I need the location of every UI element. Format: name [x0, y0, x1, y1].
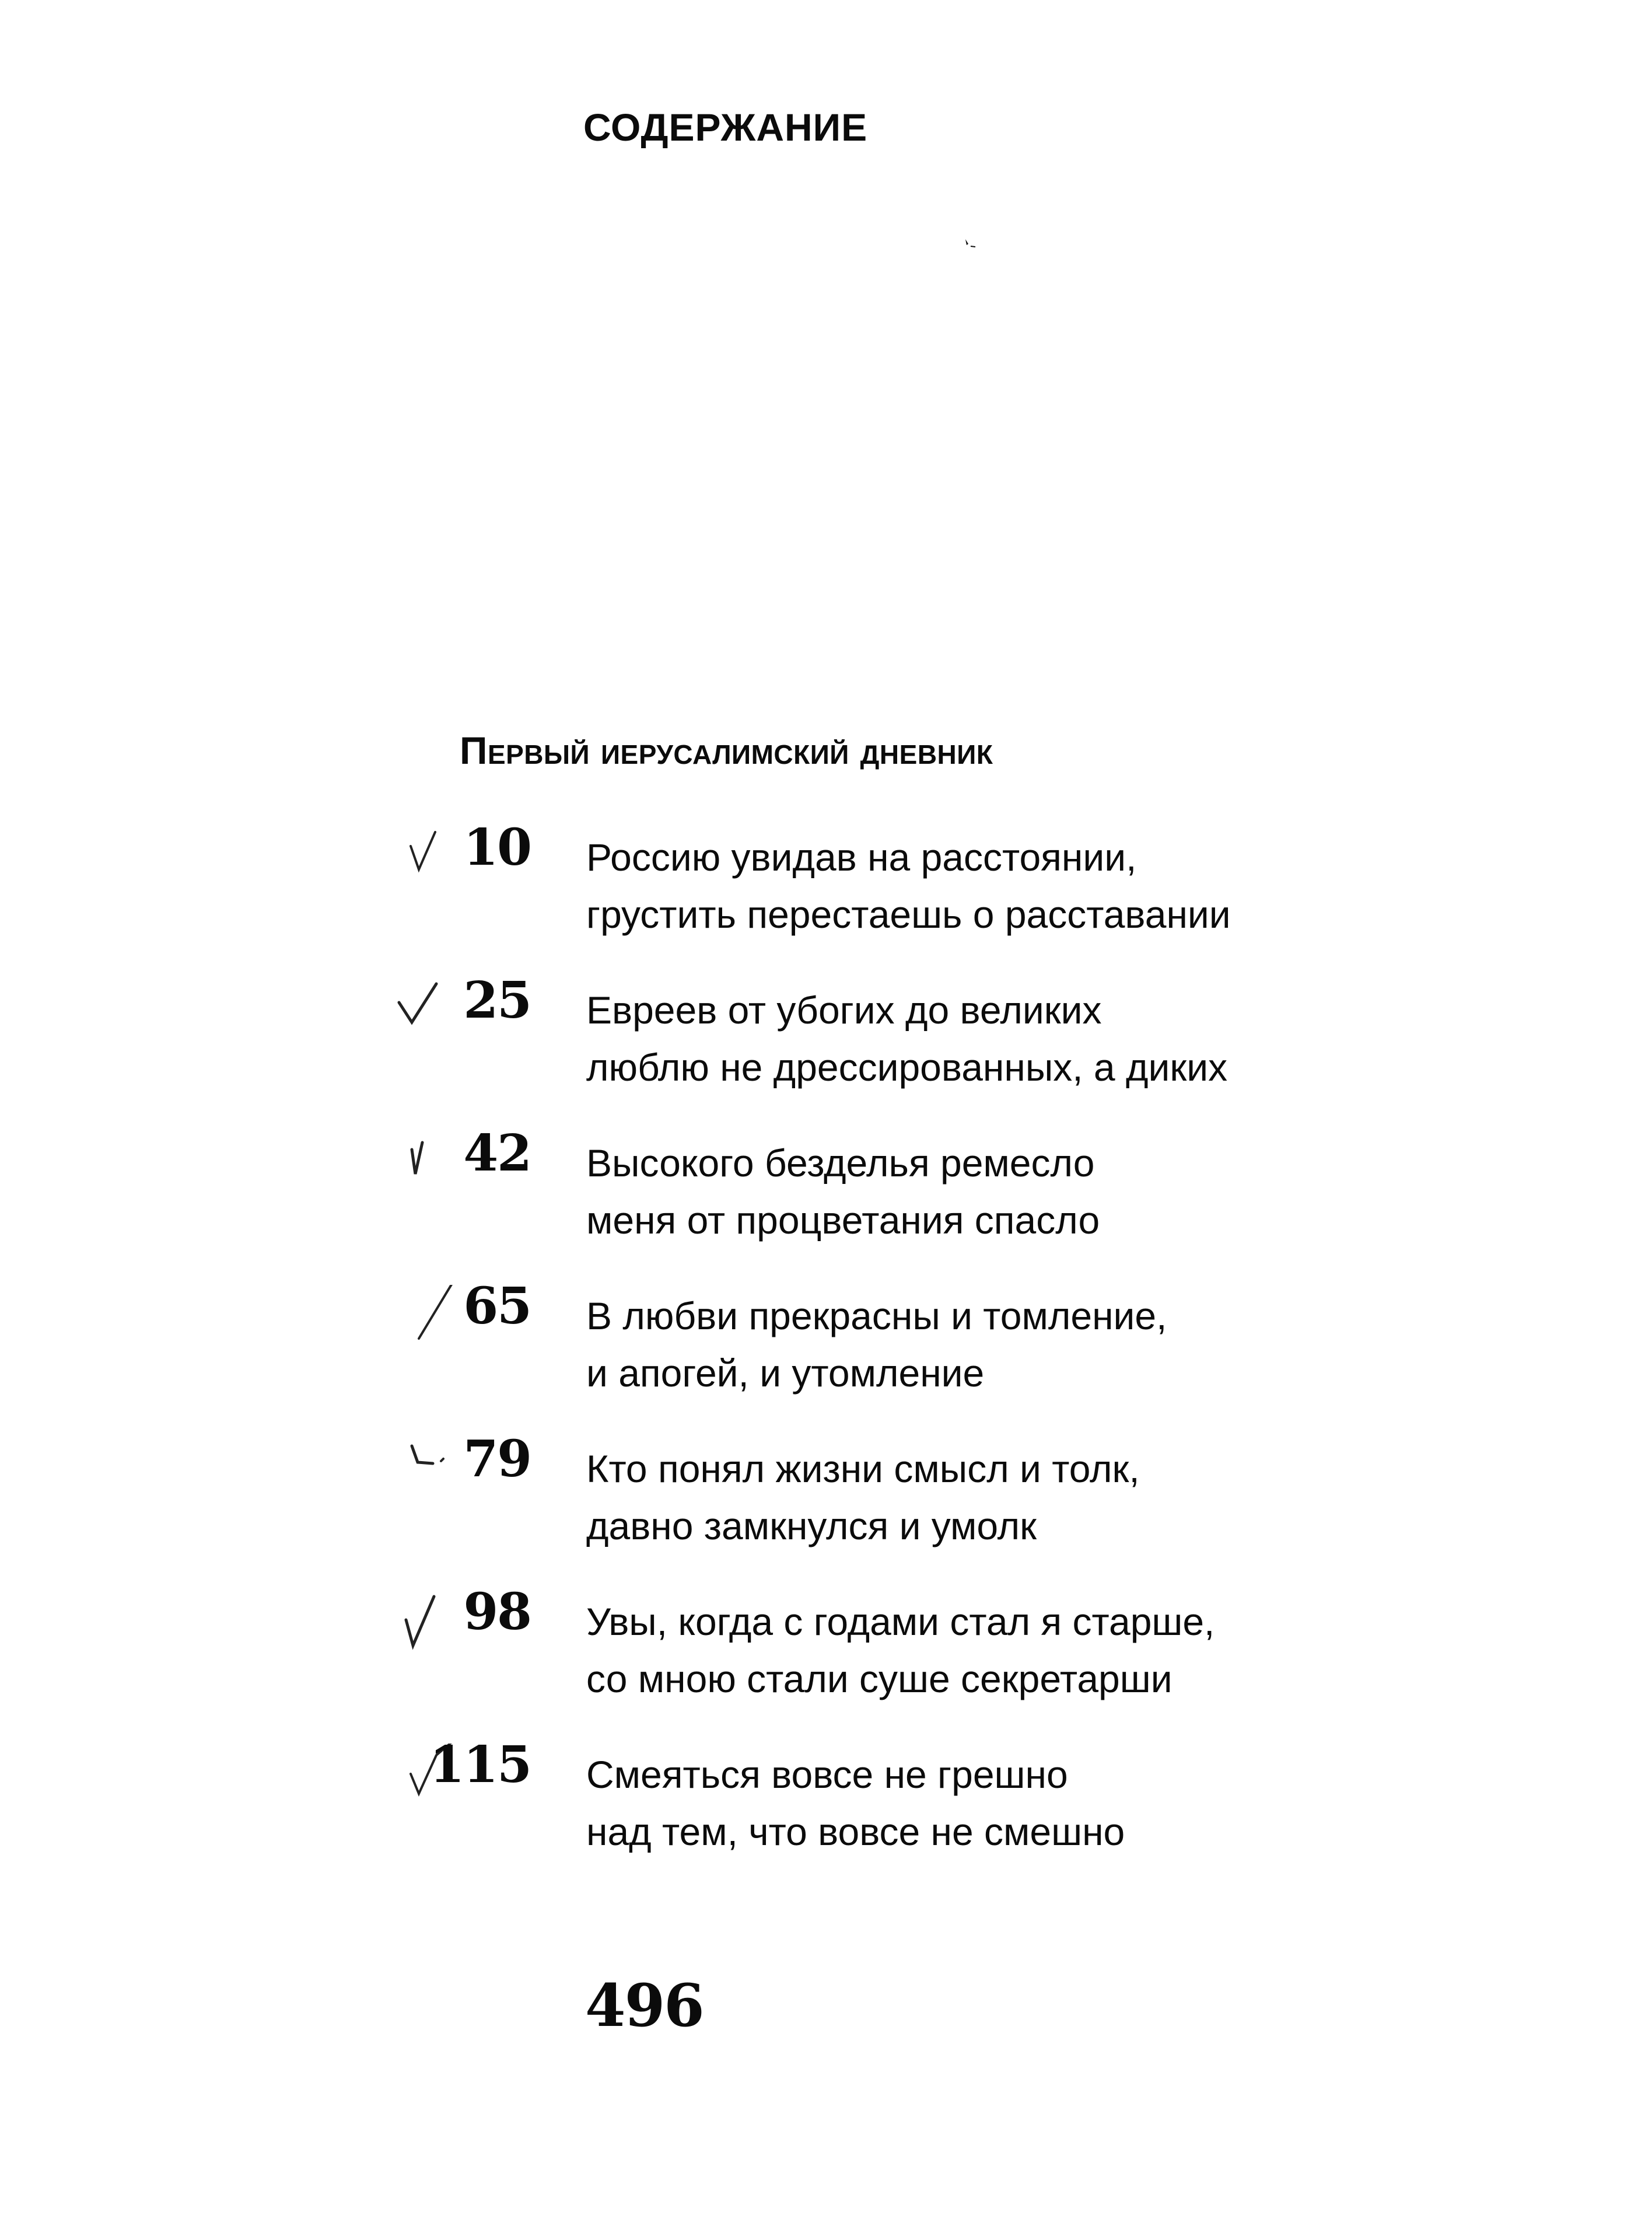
- toc-line: со мною стали суше секретарши: [586, 1657, 1172, 1700]
- toc-page-number: 115: [429, 1735, 531, 1794]
- toc-entry-text: [586, 1593, 1214, 1707]
- toc-page-number: 25: [463, 971, 531, 1030]
- toc-entry-text: [586, 1287, 1167, 1402]
- toc-line: Евреев от убогих до великих: [586, 988, 1102, 1032]
- toc-line: меня от процветания спасло: [586, 1199, 1100, 1242]
- handwritten-check-icon: [402, 826, 473, 896]
- toc-line: Кто понял жизни смысл и толк,: [586, 1447, 1140, 1490]
- toc-line: над тем, что вовсе не смешно: [586, 1810, 1125, 1853]
- ink-speck-icon: [964, 238, 978, 250]
- toc-page-number: 10: [463, 818, 531, 877]
- page-header: СОДЕРЖАНИЕ: [583, 106, 868, 149]
- toc-page-number: 42: [463, 1124, 531, 1183]
- page-number: 496: [585, 1971, 704, 2040]
- toc-entry[interactable]: [0, 1277, 1652, 1440]
- toc-list: [0, 818, 1652, 1899]
- toc-page-number: 65: [463, 1277, 531, 1336]
- toc-line: Высокого безделья ремесло: [586, 1141, 1095, 1185]
- toc-line: Увы, когда с годами стал я старше,: [586, 1600, 1215, 1643]
- toc-entry-text: [586, 1134, 1100, 1249]
- toc-line: давно замкнулся и умолк: [586, 1504, 1037, 1547]
- toc-entry[interactable]: [0, 1430, 1652, 1593]
- toc-entry-text: [586, 1440, 1140, 1554]
- toc-entry[interactable]: [0, 971, 1652, 1134]
- toc-entry[interactable]: [0, 1124, 1652, 1287]
- toc-line: В любви прекрасны и томление,: [586, 1294, 1167, 1337]
- toc-entry-text: [586, 829, 1231, 943]
- handwritten-check-icon: [402, 1132, 473, 1202]
- toc-page-number: 79: [463, 1430, 531, 1489]
- section-title: Первый иерусалимский дневник: [460, 729, 993, 772]
- handwritten-check-icon: [394, 979, 464, 1049]
- handwritten-check-icon: [402, 1591, 473, 1661]
- toc-line: грустить перестаешь о расставании: [586, 893, 1231, 936]
- toc-line: и апогей, и утомление: [586, 1351, 985, 1395]
- toc-entry[interactable]: [0, 1582, 1652, 1746]
- toc-entry-text: [586, 1746, 1125, 1860]
- toc-line: Россию увидав на расстоянии,: [586, 836, 1137, 879]
- toc-line: люблю не дрессированных, а диких: [586, 1046, 1228, 1089]
- toc-entry[interactable]: [0, 1735, 1652, 1899]
- toc-entry-text: [586, 981, 1227, 1096]
- toc-page-number: 98: [463, 1582, 531, 1641]
- toc-line: Смеяться вовсе не грешно: [586, 1753, 1068, 1796]
- toc-entry[interactable]: [0, 818, 1652, 981]
